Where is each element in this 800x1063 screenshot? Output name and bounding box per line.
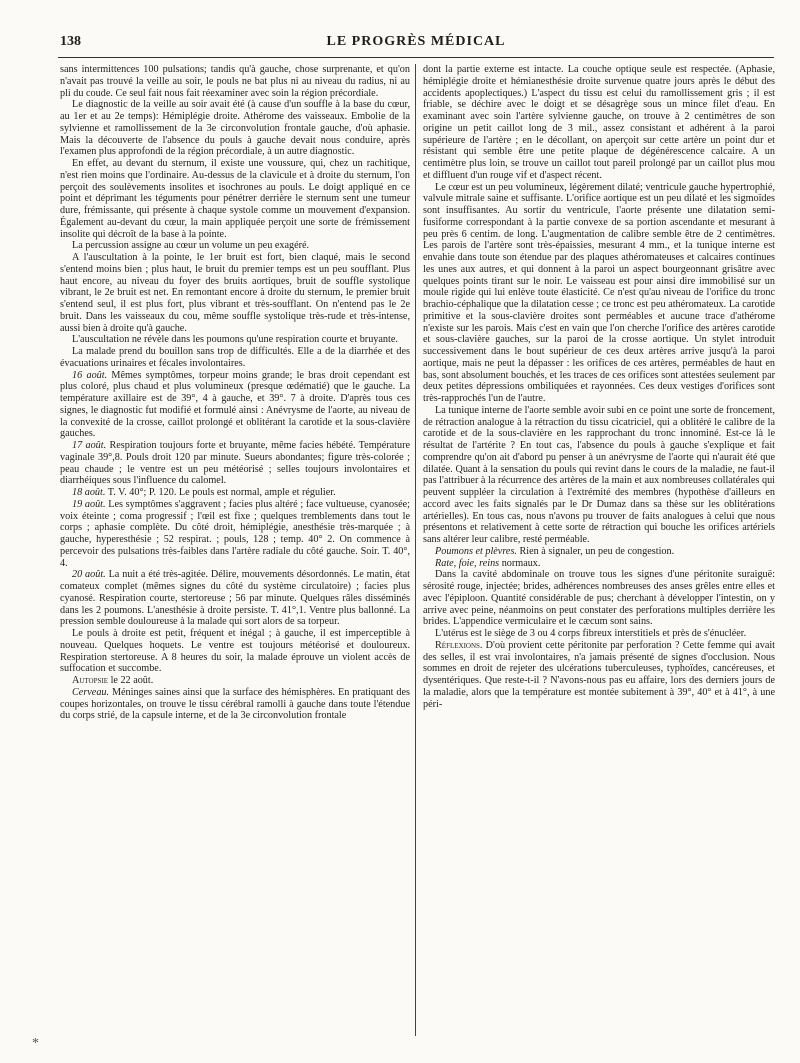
paragraph <box>60 440 410 487</box>
paragraph <box>60 334 410 346</box>
paragraph-label: 19 août. <box>72 498 106 510</box>
paragraph-label: 20 août. <box>72 569 106 581</box>
paragraph <box>423 558 775 570</box>
header-rule <box>58 57 774 58</box>
page-header <box>60 34 772 54</box>
paragraph-text: A l'auscultation à la pointe, le 1er bruit est fort, bien claqué, mais le second s'entend moins bien ; plus haut, le bruit du premier temps est un peu soufflant. Plus haut encore, au niveau du foyer des bruits aortiques, bruit de souffle systolique vibrant, le 2e bruit est net. En remontant encore à droite du sternum, le premier bruit s'entend seul, il est plus fort, plus vibrant et très-soufflant. On n'entend pas le 2e bruit. Dans les vaisseaux du cou, même souffle systolique très-rude et très-intense, aussi bien à droite qu'à gauche. <box>60 252 410 334</box>
paragraph-text: Rien à signaler, un peu de congestion. <box>516 545 675 557</box>
paragraph-text: Respiration toujours forte et bruyante, même facies hébété. Température vaginale 39°,8. Pouls droit 120 par minute. Sueurs abondantes; figure très-colorée ; peau chaude ; le ventre est un peu météorisé ; selles toujours involontaires et diarrhéiques sous l'influence du calomel. <box>60 440 410 487</box>
paragraph-label: Cerveau. <box>72 686 110 698</box>
paragraph-text: Mêmes symptômes, torpeur moins grande; le bras droit cependant est plus coloré, plus chaud et plus volumineux (presque œdématié) que le gauche. La température axillaire est de 39°, 4 à gauche, et 39°. 7 à droite. D'après tous ces signes, le diagnostic fut modifié et formulé ainsi : Anévrysme de l'aorte, au niveau de la convexité de la crosse, caillot prolongé et oblitérant la carotide et la sous-clavière gauches. <box>60 369 410 440</box>
paragraph-label: Poumons et plèvres. <box>435 545 517 557</box>
journal-title: LE PROGRÈS MÉDICAL <box>326 34 506 49</box>
paragraph <box>423 64 775 182</box>
paragraph-text: T. V. 40°; P. 120. Le pouls est normal, ample et régulier. <box>105 487 336 498</box>
paragraph-text: dont la partie externe est intacte. La couche optique seule est respectée. (Aphasie, hémiplégie droite et hémianesthésie droite survenue quatre jours après le début des accidents apoplectiques.) L'aspect du tissu est celui du ramollissement gris ; il est friable, se déchire avec le doigt et se désagrège sous un mince filet d'eau. En examinant avec soin l'artère sylvienne gauche, on trouve à 2 centimètres de son origine un petit caillot long de 3 mil., assez consistant et adhérent à la paroi supérieure de l'artère ; en le décollant, on aperçoit sur cette artère un point dur et résistant qui semble être une petite plaque de dégénérescence calcaire. A un centimètre plus loin, se trouve un caillot tout pareil prolongé par un caillot plus mou et diffluent d'un rouge vif et d'aspect récent. <box>423 64 775 181</box>
paragraph <box>60 99 410 158</box>
paragraph <box>60 346 410 370</box>
paragraph-text: L'auscultation ne révèle dans les poumons qu'une respiration courte et bruyante. <box>72 334 398 346</box>
right-column <box>423 64 775 1054</box>
paragraph-label: Réflexions. <box>435 639 483 651</box>
paragraph <box>60 64 410 99</box>
paragraph-text: Le pouls à droite est petit, fréquent et inégal ; à gauche, il est imperceptible à nouveau. Quelques hoquets. Le ventre est toujours météorisé et douloureux. Respiration stertoreuse. A 8 heures du soir, la malade éprouve un violent accès de suffocation et succombe. <box>60 628 410 675</box>
paragraph-text: Le cœur est un peu volumineux, légèrement dilaté; ventricule gauche hypertrophié, valvule mitrale saine et suffisante. L'orifice aortique est un peu dilaté et les sigmoïdes sont insuffisantes. Au sortir du ventricule, l'aorte présente une dilatation semi-fusiforme correspondant à la partie convexe de sa portion ascendante et mesurant à peu près 6 centim. de long. L'augmentation de calibre semble être de 2 centimètres. Les parois de l'artère sont très-épaissies, mesurant 4 mm., et la tunique interne est envahie dans toute son étendue par des plaques athéromateuses et calcaires continues les unes aux autres, et qui donnent à la paroi un aspect bourgeonnant grisâtre avec quelques points tirant sur le noir. Le vaisseau est pour ainsi dire immobilisé sur un moule rigide qui lui enlève toute élasticité. Ce n'est qu'au niveau de l'orifice du tronc brachio-céphalique que la dilatation cesse ; ce tronc est peu athéromateux. La carotide primitive et la sous-clavière droites sont perméables et aucune trace d'athérome n'existe sur les parois. Mais c'est en vain que l'on cherche l'orifice des artères carotide et sous-clavière gauches, sur la paroi de la crosse aortique. Un stylet introduit successivement dans le bout supérieur de ces deux artères arrive jusqu'à la paroi aortique, mais ne peut la dépasser : les orifices de ces artères, perméables de haut en bas, sont absolument bouchés, et les traces de ces orifices sont attestées seulement par deux petites dépressions ombiliquées et rayonnées. Ces deux vestiges d'orifices sont très-rapprochés l'un de l'autre. <box>423 181 775 404</box>
paragraph-text: L'utérus est le siège de 3 ou 4 corps fibreux interstitiels et près de s'énucléer. <box>435 628 747 639</box>
paragraph <box>423 546 775 558</box>
paragraph <box>60 687 410 722</box>
paragraph-text: normaux. <box>499 557 541 569</box>
paragraph <box>60 487 410 499</box>
paragraph <box>60 370 410 441</box>
paragraph <box>423 640 775 711</box>
paragraph-text: En effet, au devant du sternum, il existe une voussure, qui, chez un rachitique, n'est rien moins que l'ordinaire. Au-dessus de la clavicule et à droite du sternum, l'on perçoit des soulèvements insolites et isochrones au pouls. Le doigt appliqué en ce point et déprimant les téguments pour pénétrer derrière le sternum sent une tumeur dure, frémissante, qui présente à chaque systole comme un mouvement d'expansion. Également au-devant du cœur, la main appliquée perçoit une sorte de frémissement insolite qui décroît de la base à la pointe. <box>60 158 410 240</box>
paragraph-label: 17 août. <box>72 440 107 451</box>
paragraph <box>60 499 410 570</box>
paragraph <box>60 240 410 252</box>
paragraph <box>60 675 410 687</box>
paragraph <box>60 158 410 240</box>
paragraph <box>423 569 775 628</box>
margin-mark: * <box>32 1036 39 1051</box>
paragraph-text: D'où provient cette péritonite par perforation ? Cette femme qui avait des selles, il est vrai involontaires, n'a jamais présenté de signes d'occlusion. Nous sommes en droit de rejeter des ulcérations tuberculeuses, typhoïdes, cancéreuses, et dysentériques. Que reste-t-il ? N'avons-nous pas eu affaire, lors des derniers jours de la maladie, alors que la température est montée subitement à 39°, 40° et à 41°, à une péri- <box>423 639 775 710</box>
paragraph-text: le 22 août. <box>108 675 154 686</box>
paragraph-label: Autopsie <box>72 675 109 686</box>
paragraph-label: 18 août. <box>72 487 106 498</box>
paragraph <box>60 628 410 675</box>
paragraph-text: La malade prend du bouillon sans trop de difficultés. Elle a de la diarrhée et des évacuations urinaires et fécales involontaires. <box>60 346 410 369</box>
paragraph <box>423 405 775 546</box>
paragraph <box>60 569 410 628</box>
paragraph-text: La percussion assigne au cœur un volume un peu exagéré. <box>72 240 310 252</box>
page-number: 138 <box>60 34 81 49</box>
paragraph <box>423 628 775 640</box>
paragraph <box>60 252 410 334</box>
left-column <box>60 64 410 1054</box>
paragraph-text: Les symptômes s'aggravent ; facies plus altéré ; face vultueuse, cyanosée; voix éteinte ; coma progressif ; l'œil est fixe ; quelques tremblements dans tout le corps ; aphasie complète. Du côté droit, hémiplégie, anesthésie très-marquée ; à gauche, hyperesthésie ; 52 respirat. ; pouls, 128 ; temp. 40° 2. On commence à percevoir des pulsations très-faibles dans l'artère radiale du côté gauche. Soir. T. 40°, 4. <box>60 498 410 569</box>
paragraph-text: Le diagnostic de la veille au soir avait été (à cause d'un souffle à la base du cœur, au 1er et au 2e temps): Hémiplégie droite. Athérome des vaisseaux. Embolie de la sylvienne et ramollissement de la 3e circonvolution frontale gauche, d'où aphasie. Mais la découverte de l'absence du pouls à gauche devait nous conduire, après l'examen plus approfondi de la région précordiale, à un autre diagnostic. <box>60 99 410 158</box>
paragraph-text: La nuit a été très-agitée. Délire, mouvements désordonnés. Le matin, état comateux complet (mêmes signes du côté du système circulatoire) ; facies plus cyanosé. Respiration courte, stertoreuse ; 56 par minute. Quelques râles disséminés dans les 2 poumons. L'anesthésie à droite persiste. T. 41°,1. Ventre plus ballonné. La pression semble douloureuse à la malade qui sort alors de sa torpeur. <box>60 569 410 628</box>
column-divider <box>415 64 416 1036</box>
paragraph-label: 16 août. <box>72 369 108 381</box>
paragraph-text: La tunique interne de l'aorte semble avoir subi en ce point une sorte de froncement, de rétraction analogue à la rétraction du tissu cicatriciel, qui a oblitéré le calibre de la carotide et de la sous-clavière en les rapprochant du tronc innominé. Est-ce là le résultat de l'artérite ? En tout cas, l'absence du pouls à gauche s'explique et fait comprendre qu'on ait d'abord pu penser à un anévrysme de l'aorte qui n'aurait été que dilatée. Quant à la sensation du pouls qui revint dans le cours de la maladie, ne faut-il pas l'attribuer à la récurrence des artères de la main et aux nombreuses collatérales qui peuvent suppléer la circulation à l'extrémité des membres (hypothèse d'ailleurs en accord avec les faits signalés par le Dr Dumaz dans sa thèse sur les oblitérations artérielles). En tous cas, nous n'avons pu trouver de faits analogues à celui que nous présentons et relativement à cette sorte de rétraction qui bouche les orifices artériels sans altérer leur calibre, resté perméable. <box>423 404 775 545</box>
paragraph <box>423 182 775 405</box>
paragraph-label: Rate, foie, reins <box>435 557 500 569</box>
paragraph-text: Dans la cavité abdominale on trouve tous les signes d'une péritonite suraiguë: sérosité rouge, injectée; brides, adhérences nombreuses des anses grêles entre elles et avec l'épiploon. Quantité considérable de pus; cherchant à développer l'intestin, on y arrive avec peine, néanmoins on peut constater des perforations multiples derrière les brides. L'appendice vermiculaire et le cæcum sont sains. <box>423 569 775 628</box>
paragraph-text: Méninges saines ainsi que la surface des hémisphères. En pratiquant des coupes horizontales, on trouve le tissu cérébral ramolli à gauche dans toute l'étendue du corps strié, de la capsule interne, et de la 3e circonvolution frontale <box>60 686 410 722</box>
paragraph-text: sans intermittences 100 pulsations; tandis qu'à gauche, chose surprenante, et qu'on n'avait pas trouvé la veille au soir, le pouls ne bat plus ni au niveau du radius, ni au pli du coude. Ce seul fait nous fait réexaminer avec soin la région précordiale. <box>60 64 410 99</box>
